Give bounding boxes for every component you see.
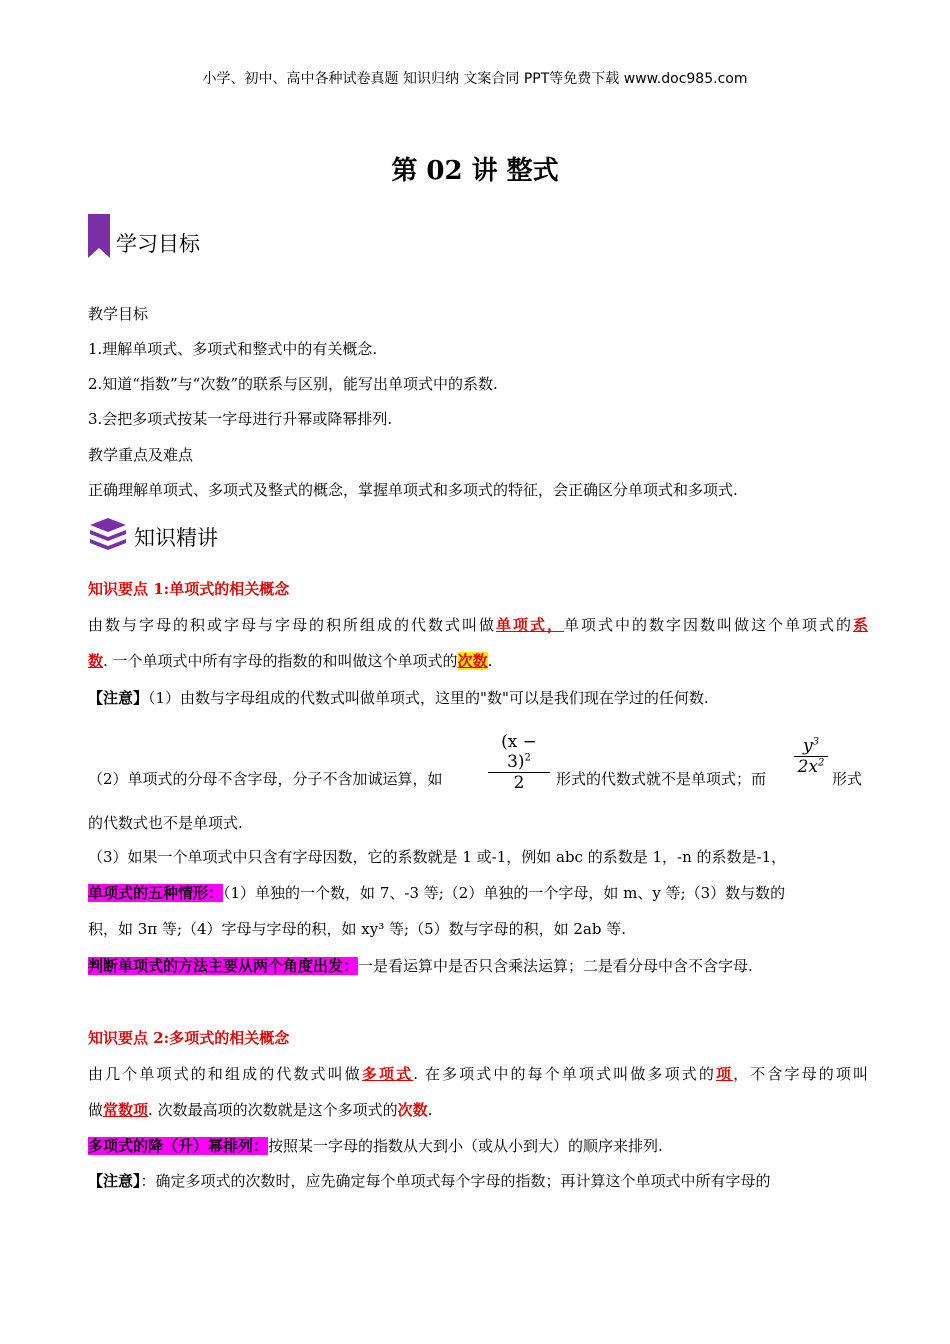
goals-heading: 教学目标 (88, 305, 149, 323)
fraction-x-minus-3-over-2: $(x - 3)^2$ 2 (488, 732, 550, 793)
point2-note (88, 1170, 868, 1192)
denominator: 2x (797, 757, 819, 777)
term-polynomial: 多项式 (361, 1065, 414, 1083)
note2-b: 形式的代数式就不是单项式；而 (556, 770, 767, 788)
five-cases (88, 882, 868, 904)
key-heading: 教学重点及难点 (88, 446, 194, 464)
point2-line1 (88, 1063, 868, 1085)
term-coefficient: 系 (852, 616, 868, 634)
fraction-y3-over-2x2: $y^3$ $2x^2$ (794, 736, 828, 777)
section-learning-goals (88, 214, 200, 258)
term-degree: 次数 (457, 652, 488, 670)
bookmark-icon (88, 214, 110, 258)
term-coefficient: 数 (88, 652, 104, 670)
numerator: y (803, 736, 813, 756)
note2-a: （2）单项式的分母不含字母，分子不含加诚运算，如 (88, 770, 443, 788)
text: 由几个单项式的和组成的代数式叫做 (88, 1065, 362, 1083)
text: （1）单独的一个数，如 7、-3 等;（2）单独的一个字母，如 m、y 等;（3）数与数的 (223, 884, 786, 902)
section-knowledge (88, 516, 218, 552)
key-text: 正确理解单项式、多项式及整式的概念，掌握单项式和多项式的特征，会正确区分单项式和多项式. (88, 481, 738, 499)
goal-item: 2.知道“指数”与“次数”的联系与区别，能写出单项式中的系数. (88, 375, 498, 393)
point1-line2 (88, 650, 868, 672)
text: . 次数最高项的次数就是这个多项式的 (148, 1101, 398, 1119)
term-monomial: 单项式， (495, 616, 564, 634)
text: ，不含字母的项叫 (733, 1065, 868, 1083)
denominator: 2 (513, 773, 525, 793)
text: . 在多项式中的每个单项式叫做多项式的 (413, 1065, 716, 1083)
page-header: 小学、初中、高中各种试卷真题 知识归纳 文案合同 PPT等免费下载 www.doc985.com (202, 71, 748, 87)
text: . (427, 1101, 433, 1119)
note2-c: 形式 (832, 770, 863, 788)
text: 做 (88, 1101, 104, 1119)
text: 按照某一字母的指数从大到小（或从小到大）的顺序来排列. (268, 1137, 663, 1155)
term-item: 项 (716, 1065, 734, 1083)
order-label: 多项式的降（升）幂排列： (88, 1137, 269, 1155)
order-rule (88, 1135, 868, 1157)
note-label: 【注意】 (88, 1172, 141, 1190)
judge-label: 判断单项式的方法主要从两个角度出发： (88, 957, 359, 975)
five-cases-line2: 积，如 3π 等;（4）字母与字母的积，如 xy³ 等;（5）数与字母的积，如 2ab 等. (88, 920, 627, 938)
text: （1）由数与字母组成的代数式叫做单项式，这里的"数"可以是我们现在学过的任何数. (148, 689, 709, 707)
goal-item: 1.理解单项式、多项式和整式中的有关概念. (88, 340, 378, 358)
five-cases-label: 单项式的五种情形： (88, 884, 224, 902)
text: 由数与字母的积或字母与字母的积所组成的代数式叫做 (88, 616, 496, 634)
numerator: (x − 3) (501, 732, 537, 772)
section-label: 知识精讲 (134, 526, 218, 550)
text: . (487, 652, 493, 670)
page-title: 第 02 讲 整式 (391, 156, 559, 186)
point2-title: 知识要点 2:多项式的相关概念 (88, 1029, 290, 1047)
term-constant: 常数项 (103, 1101, 149, 1119)
note3: （3）如果一个单项式中只含有字母因数，它的系数就是 1 或-1，例如 abc 的系数是 1，-n 的系数是-1， (88, 848, 787, 866)
books-stack-icon (88, 516, 128, 552)
point1-title: 知识要点 1:单项式的相关概念 (88, 580, 290, 598)
point1-line1 (88, 614, 868, 636)
note2-line2: 的代数式也不是单项式. (88, 814, 243, 832)
term-degree: 次数 (397, 1101, 428, 1119)
section-label: 学习目标 (116, 232, 200, 256)
note1 (88, 687, 868, 709)
goal-item: 3.会把多项式按某一字母进行升幂或降幂排列. (88, 410, 393, 428)
text: ：确定多项式的次数时，应先确定每个单项式每个字母的指数；再计算这个单项式中所有字母的 (140, 1172, 771, 1190)
judge-method (88, 955, 868, 977)
text: 一是看运算中是否只含乘法运算；二是看分母中含不含字母. (358, 957, 753, 975)
point2-line2 (88, 1099, 868, 1121)
text: . 一个单项式中所有字母的指数的和叫做这个单项式的 (103, 652, 458, 670)
text: 单项式中的数字因数叫做这个单项式的 (563, 616, 853, 634)
note-label: 【注意】 (88, 689, 149, 707)
